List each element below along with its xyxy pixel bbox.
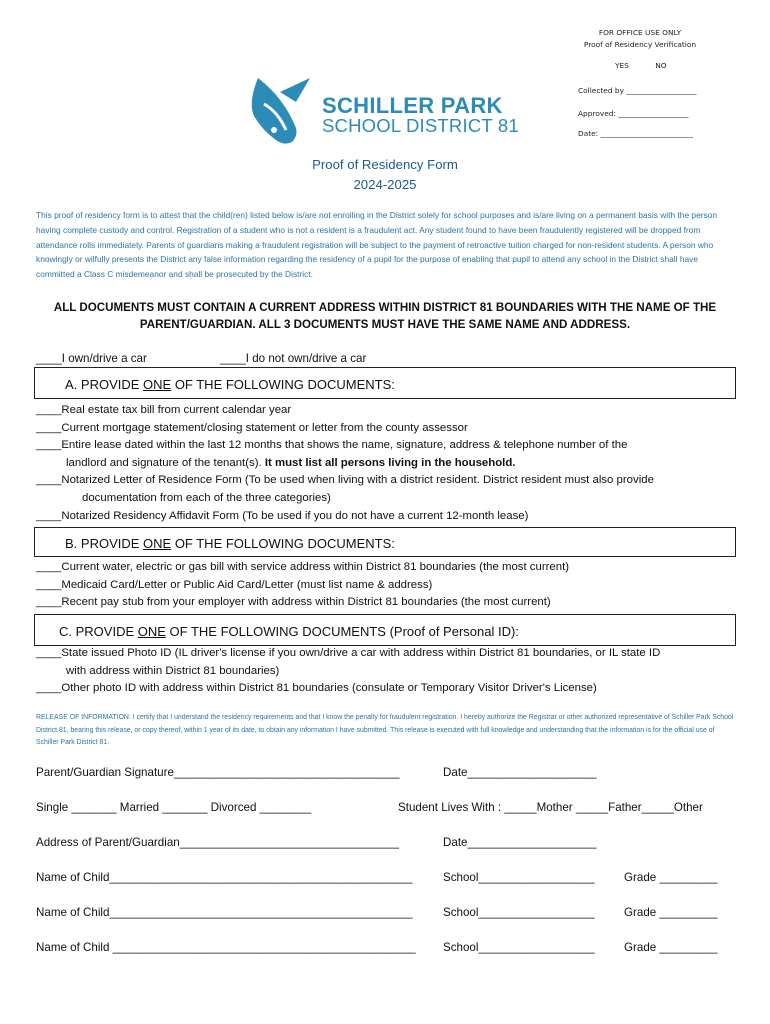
section-c-list — [36, 645, 660, 698]
office-no: NO — [655, 61, 667, 70]
form-year: 2024-2025 — [353, 177, 417, 192]
release-of-information: RELEASE OF INFORMATION: I certify that I understand the residency requirements and that I know the penalty for fraudulent registration. I hereby authorize the Registrar or other authorized representative of Schiller Park School District 81, bearing this release, or copy thereof, within 1 year of its date, to obtain any information I have submitted. This release is executed with full knowledge and understanding that the information is for the official use of Schiller Park District 81. — [36, 714, 734, 747]
child-school-field[interactable]: School__________________ — [443, 941, 595, 954]
list-item-continuation — [36, 455, 654, 473]
form-title: Proof of Residency Form — [312, 157, 458, 172]
intro-paragraph: This proof of residency form is to attest that the child(ren) listed below is/are not enrolling in the District solely for school purposes and is/are living on a permanent basis with the person having complete custody and control. Registration of a student who is not a resident is a fraudulent act. Any student found to have been fraudulently registered will be dropped from attendance rolls immediately. Parents of guardians making a fraudulent registration will be subject to the payment of retroactive tuition charged for non-resident students. A person who knowingly or wilfully presents the District any false information regarding the residency of a pupil for the purpose of enabling that pupil to attend any school in the District shall have committed a Class C misdemeanor and shall be prosecuted by the District. — [36, 210, 718, 280]
list-item: ____Real estate tax bill from current calendar year — [36, 404, 292, 416]
office-yes-no — [560, 61, 720, 70]
section-c-one: ONE — [137, 624, 166, 639]
office-use-block — [560, 28, 720, 70]
office-subtitle: Proof of Residency Verification — [583, 40, 697, 49]
district-logo — [240, 72, 320, 157]
address-date-field[interactable]: Date____________________ — [443, 836, 597, 849]
eagle-logo-icon — [240, 72, 320, 152]
section-b-list — [36, 559, 569, 612]
list-item: ____Medicaid Card/Letter or Public Aid Card/Letter (must list name & address) — [36, 578, 433, 591]
section-b-post: OF THE FOLLOWING DOCUMENTS: — [171, 536, 395, 551]
list-item: ____Notarized Residency Affidavit Form (To be used if you do not have a current 12-month lease) — [36, 509, 529, 522]
list-item: ____Other photo ID with address within District 81 boundaries (consulate or Temporary Visitor Driver's License) — [36, 682, 597, 695]
section-a-pre: A. PROVIDE — [65, 377, 144, 392]
section-b-one: ONE — [143, 536, 172, 551]
child-name-field[interactable]: Name of Child_______________________________________________ — [36, 906, 413, 919]
office-title: FOR OFFICE USE ONLY — [598, 28, 682, 37]
signature-date-field[interactable]: Date____________________ — [443, 766, 597, 779]
child-grade-field[interactable]: Grade _________ — [624, 906, 718, 919]
child-grade-field[interactable]: Grade _________ — [624, 871, 718, 884]
office-collected-by: Collected by ___________________ — [578, 86, 697, 95]
list-item: ____Notarized Letter of Residence Form (To be used when living with a district resident. District resident must also provide — [36, 474, 654, 487]
list-item-continuation: with address within District 81 boundaries) — [66, 664, 280, 677]
list-item: ____Recent pay stub from your employer with address within District 81 boundaries (the most current) — [36, 596, 551, 609]
list-item: ____Current water, electric or gas bill with service address within District 81 boundaries (the most current) — [36, 561, 570, 573]
section-a-one: ONE — [143, 377, 172, 392]
own-car-option: ____I own/drive a car — [36, 352, 147, 365]
documents-notice: ALL DOCUMENTS MUST CONTAIN A CURRENT ADDRESS WITHIN DISTRICT 81 BOUNDARIES WITH THE NAME OF THE PARENT/GUARDIAN. ALL 3 DOCUMENTS MUST HAVE THE SAME NAME AND ADDRESS. — [53, 301, 717, 331]
lease-cont-text: landlord and signature of the tenant(s). — [66, 456, 265, 469]
marital-status-field[interactable]: Single _______ Married _______ Divorced ________ — [36, 801, 312, 814]
list-item-continuation: documentation from each of the three categories) — [82, 491, 331, 504]
office-approved: Approved: ___________________ — [578, 109, 689, 118]
office-date: Date: _________________________ — [578, 129, 693, 138]
no-car-option: ____I do not own/drive a car — [220, 352, 367, 365]
student-lives-with-field[interactable]: Student Lives With : _____Mother _____Father_____Other — [398, 801, 703, 814]
list-item: ____Current mortgage statement/closing statement or letter from the county assessor — [36, 421, 468, 434]
section-c-pre: C. PROVIDE — [59, 624, 138, 639]
list-item: ____State issued Photo ID (IL driver's license if you own/drive a car with address within District 81 boundaries, or IL state ID — [36, 647, 661, 659]
section-c-header — [34, 614, 736, 646]
address-field[interactable]: Address of Parent/Guardian__________________________________ — [36, 836, 399, 849]
child-name-field[interactable]: Name of Child_______________________________________________ — [36, 871, 413, 884]
signature-field[interactable]: Parent/Guardian Signature___________________________________ — [36, 766, 400, 779]
list-item: ____Entire lease dated within the last 12 months that shows the name, signature, address & telephone number of the — [36, 439, 628, 452]
child-grade-field[interactable]: Grade _________ — [624, 941, 718, 954]
lease-bold-text: It must list all persons living in the household. — [264, 456, 516, 469]
section-a-list — [36, 402, 654, 525]
section-b-header — [34, 527, 736, 557]
logo-name: SCHILLER PARK — [322, 93, 503, 118]
section-c-post: OF THE FOLLOWING DOCUMENTS (Proof of Personal ID): — [165, 624, 519, 639]
child-school-field[interactable]: School__________________ — [443, 906, 595, 919]
child-name-field[interactable]: Name of Child _______________________________________________ — [36, 941, 416, 954]
section-a-header — [34, 367, 736, 399]
office-yes: YES — [615, 61, 629, 70]
section-b-pre: B. PROVIDE — [65, 536, 144, 551]
section-a-post: OF THE FOLLOWING DOCUMENTS: — [171, 377, 395, 392]
child-school-field[interactable]: School__________________ — [443, 871, 595, 884]
logo-subtitle: SCHOOL DISTRICT 81 — [322, 115, 519, 136]
